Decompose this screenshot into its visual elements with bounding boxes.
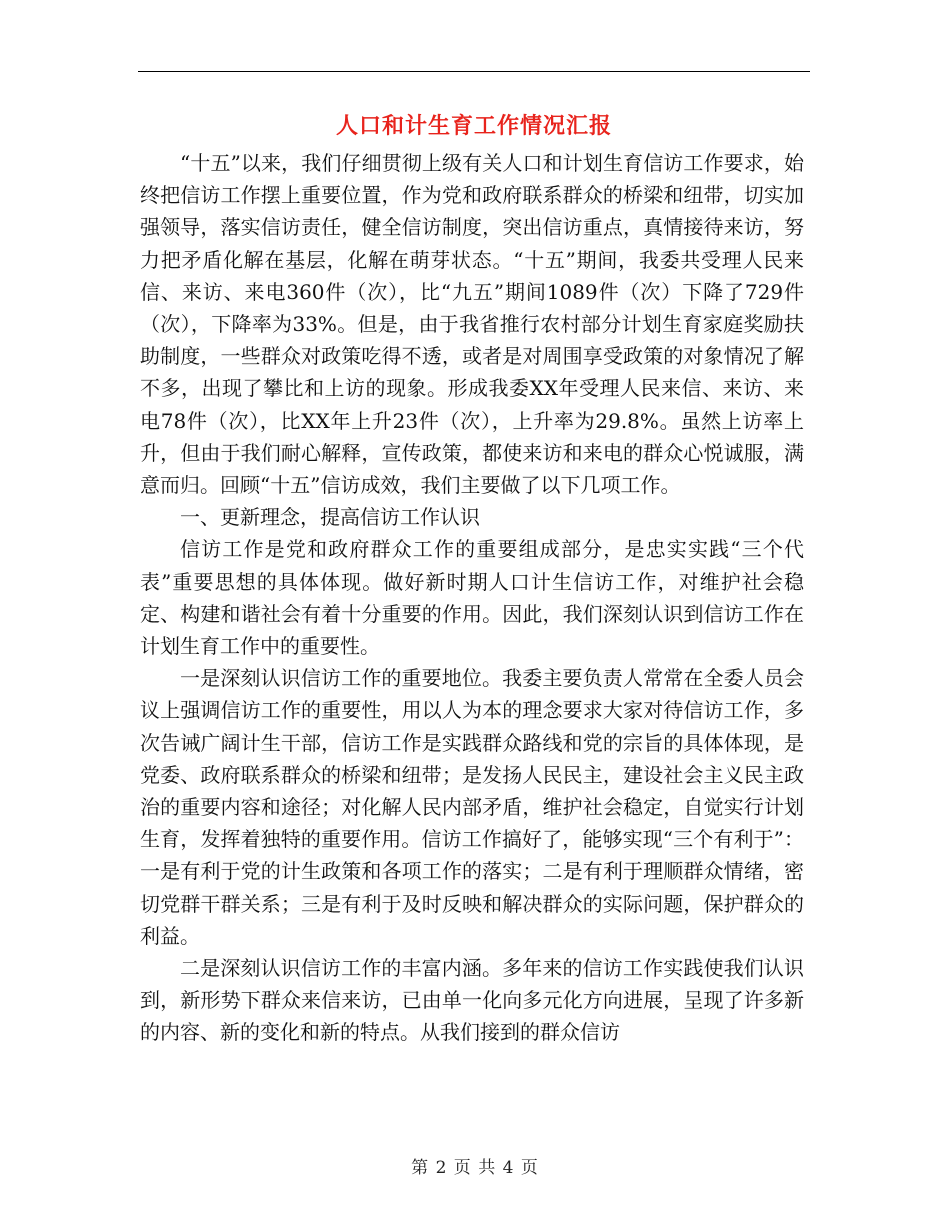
document-body xyxy=(140,147,804,1049)
paragraph-section-1: 信访工作是党和政府群众工作的重要组成部分，是忠实实践“三个代表”重要思想的具体体现。做好新时期人口计生信访工作，对维护社会稳定、构建和谐社会有着十分重要的作用。因此，我们深刻认识到信访工作在计划生育工作中的重要性。 xyxy=(140,537,804,659)
header-rule xyxy=(138,71,810,72)
document-title: 人口和计生育工作情况汇报 xyxy=(335,113,612,139)
page-number-footer: 第 2 页 共 4 页 xyxy=(411,1158,539,1178)
paragraph-intro: “十五”以来，我们仔细贯彻上级有关人口和计划生育信访工作要求，始终把信访工作摆上重要位置，作为党和政府联系群众的桥梁和纽带，切实加强领导，落实信访责任，健全信访制度，突出信访重点，真情接待来访，努力把矛盾化解在基层，化解在萌芽状态。“十五”期间，我委共受理人民来信、来访、来电360件（次），比“九五”期间1089件（次）下降了729件（次），下降率为33%。但是，由于我省推行农村部分计划生育家庭奖励扶助制度，一些群众对政策吃得不透，或者是对周围享受政策的对象情况了解不多，出现了攀比和上访的现象。形成我委XX年受理人民来信、来访、来电78件（次），比XX年上升23件（次），上升率为29.8%。虽然上访率上升，但由于我们耐心解释，宣传政策，都使来访和来电的群众心悦诚服，满意而归。回顾“十五”信访成效，我们主要做了以下几项工作。 xyxy=(140,151,804,498)
section-heading-1: 一、更新理念，提高信访工作认识 xyxy=(180,505,480,530)
paragraph-point-2: 二是深刻认识信访工作的丰富内涵。多年来的信访工作实践使我们认识到，新形势下群众来信来访，已由单一化向多元化方向进展，呈现了许多新的内容、新的变化和新的特点。从我们接到的群众信访 xyxy=(140,956,804,1045)
paragraph-point-1: 一是深刻认识信访工作的重要地位。我委主要负责人常常在全委人员会议上强调信访工作的重要性，用以人为本的理念要求大家对待信访工作，多次告诫广阔计生干部，信访工作是实践群众路线和党的宗旨的具体体现，是党委、政府联系群众的桥梁和纽带；是发扬人民民主，建设社会主义民主政治的重要内容和途径；对化解人民内部矛盾，维护社会稳定，自觉实行计划生育，发挥着独特的重要作用。信访工作搞好了，能够实现“三个有利于”：一是有利于党的计生政策和各项工作的落实；二是有利于理顺群众情绪，密切党群干群关系；三是有利于及时反映和解决群众的实际问题，保护群众的利益。 xyxy=(140,666,804,948)
